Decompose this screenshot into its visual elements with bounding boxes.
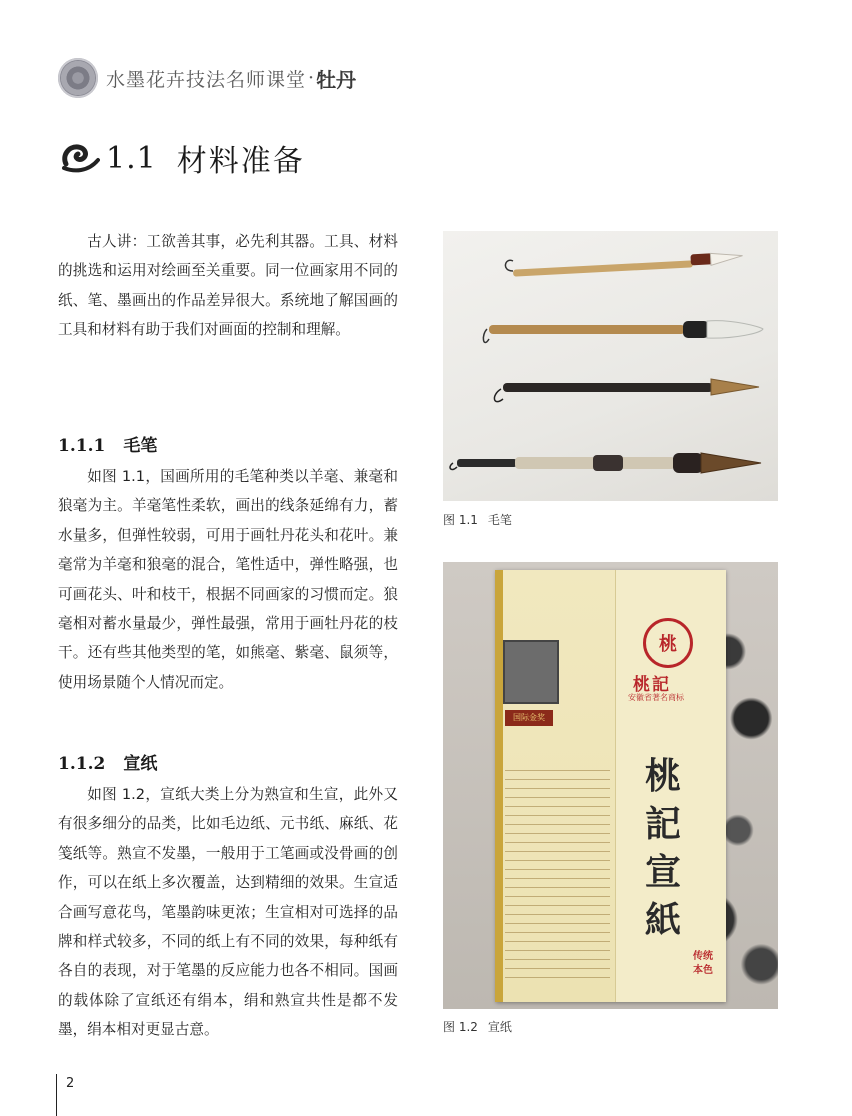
figure-caption-2 <box>443 1018 512 1035</box>
peony-emblem-icon <box>58 58 98 98</box>
subsection-heading-paper <box>58 749 157 774</box>
section-number: 1.1 <box>106 140 157 176</box>
subsection-title: 宣纸 <box>123 754 158 774</box>
brand-seal-icon: 桃 <box>643 618 693 668</box>
running-header <box>58 56 356 100</box>
brushes-photo <box>443 231 778 501</box>
footer-rule <box>56 1074 57 1116</box>
section-title: 材料准备 <box>176 144 305 179</box>
book-subtitle: 牡丹 <box>316 67 357 92</box>
subsection-heading-brush <box>58 431 157 456</box>
award-tag: 国际金奖 <box>505 710 553 726</box>
paper-paragraph: 如图 1.2，宣纸大类上分为熟宣和生宣，此外又有很多细分的品类，比如毛边纸、元书纸、麻纸、花笺纸等。熟宣不发墨，一般用于工笔画或没骨画的创作，可以在纸上多次覆盖，达到精细的效果。生宣适合画写意花鸟，笔墨韵味更浓；生宣相对可选择的品牌和样式较多，不同的纸上有不同的效果，每种纸有各自的表现，对于笔墨的反应能力也各不相同。国画的载体除了宣纸还有绢本，绢和熟宣共性是都不发墨，绢本相对更显古意。 <box>58 786 398 1039</box>
book-title: 水墨花卉技法名师课堂 <box>106 68 307 91</box>
subsection-number: 1.1.1 <box>58 436 106 456</box>
figure-caption-1 <box>443 511 512 528</box>
intro-paragraph: 古人讲：工欲善其事，必先利其器。工具、材料的挑选和运用对绘画至关重要。同一位画家用不同的纸、笔、墨画出的作品差异很大。系统地了解国画的工具和材料有助于我们对画面的控制和理解。 <box>58 233 398 339</box>
brand-name: 桃記 <box>633 675 671 695</box>
red-stamp: 传统本色 <box>693 951 713 976</box>
package-edge-stripe <box>495 570 503 1002</box>
xuan-paper-photo <box>443 562 778 1009</box>
brushes-illustration <box>443 231 778 501</box>
product-name: 桃記宣紙 <box>645 755 682 941</box>
header-separator: · <box>308 67 315 89</box>
figure-caption-text: 宣纸 <box>487 1020 512 1034</box>
package-fine-print <box>505 770 610 980</box>
subsection-title: 毛笔 <box>123 436 158 456</box>
figure-caption-text: 毛笔 <box>487 513 512 527</box>
brand-trademark-note: 安徽省著名商标 <box>628 693 684 702</box>
brush-paragraph: 如图 1.1，国画所用的毛笔种类以羊毫、兼毫和狼毫为主。羊毫笔性柔软，画出的线条延绵有力，蓄水量多，但弹性较弱，可用于画牡丹花头和花叶。兼毫常为羊毫和狼毫的混合，笔性适中，弹性略强，也可画花头、叶和枝干，根据不同画家的习惯而定。狼毫相对蓄水量最少，弹性最强，常用于画牡丹花的枝干。还有些其他类型的笔，如熊毫、紫毫、鼠须等，使用场景随个人情况而定。 <box>58 468 398 691</box>
paper-package <box>495 570 725 1002</box>
section-heading <box>60 136 305 180</box>
package-medal-image <box>503 640 559 704</box>
figure-number: 图 1.1 <box>443 513 478 527</box>
cloud-swirl-icon <box>60 138 100 178</box>
figure-number: 图 1.2 <box>443 1020 478 1034</box>
subsection-number: 1.1.2 <box>58 754 106 774</box>
page-number: 2 <box>66 1076 75 1091</box>
